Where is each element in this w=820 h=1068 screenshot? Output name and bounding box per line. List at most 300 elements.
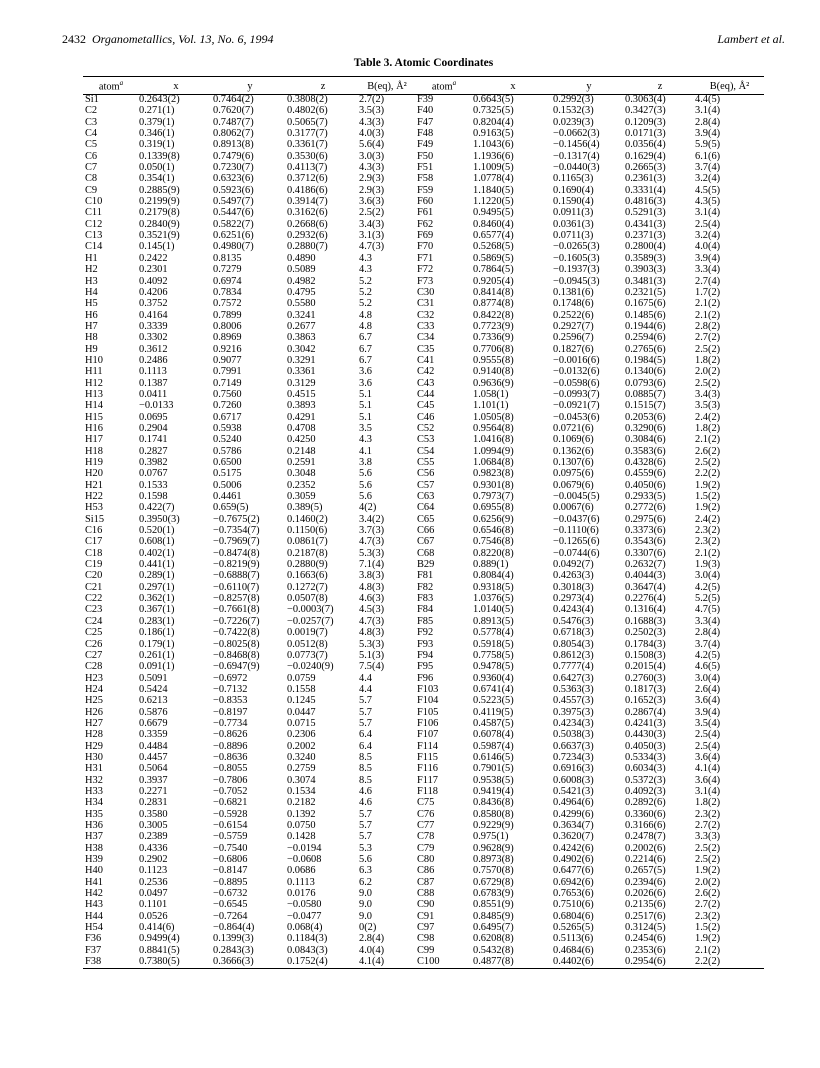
value-cell: 5.3(3)	[359, 547, 385, 559]
value-cell: 0.6637(3)	[553, 740, 594, 752]
value-cell: 0.5876	[139, 706, 168, 718]
value-cell: 0.2371(3)	[625, 230, 666, 242]
value-cell: 0(2)	[359, 922, 377, 934]
value-cell: 0.3903(3)	[625, 264, 666, 276]
value-cell: 0.5869(5)	[473, 252, 514, 264]
value-cell: 7.5(4)	[359, 661, 385, 673]
atom-cell: H25	[85, 695, 103, 707]
atom-cell: F48	[417, 128, 434, 140]
value-cell: 3.1(4)	[695, 785, 721, 797]
value-cell: 0.1362(6)	[553, 445, 594, 457]
value-cell: 0.8969	[213, 332, 242, 344]
table-row	[83, 729, 764, 740]
table-row	[83, 661, 764, 672]
atom-cell: H20	[85, 468, 103, 480]
value-cell: 2.3(2)	[695, 536, 721, 548]
value-cell: 0.6208(8)	[473, 933, 514, 945]
value-cell: 0.1245	[287, 695, 316, 707]
value-cell: 9.0	[359, 910, 372, 922]
value-cell: 0.7260	[213, 400, 242, 412]
value-cell: 5.6	[359, 479, 372, 491]
atom-cell: F92	[417, 627, 434, 639]
value-cell: 0.6495(7)	[473, 922, 514, 934]
value-cell: 4.8	[359, 320, 372, 332]
value-cell: 5.7	[359, 695, 372, 707]
value-cell: 0.3373(6)	[625, 525, 666, 537]
value-cell: −0.0045(5)	[553, 491, 600, 503]
value-cell: 1.9(2)	[695, 865, 721, 877]
value-cell: 2.1(2)	[695, 309, 721, 321]
value-cell: 6.4	[359, 740, 372, 752]
atom-cell: C26	[85, 638, 103, 650]
value-cell: 0.2135(6)	[625, 899, 666, 911]
table-row	[83, 162, 764, 173]
value-cell: 0.1598	[139, 491, 168, 503]
value-cell: 0.0861(7)	[287, 536, 328, 548]
value-cell: 0.2522(6)	[553, 309, 594, 321]
value-cell: 0.2502(3)	[625, 627, 666, 639]
value-cell: 6.1(6)	[695, 150, 721, 162]
atom-cell: H12	[85, 377, 103, 389]
value-cell: 6.2	[359, 876, 372, 888]
atom-cell: C97	[417, 922, 435, 934]
value-cell: 0.5580	[287, 298, 316, 310]
value-cell: 0.5038(3)	[553, 729, 594, 741]
value-cell: 1.8(2)	[695, 797, 721, 809]
table-row	[83, 276, 764, 287]
value-cell: 4.3(3)	[359, 162, 385, 174]
table-row	[83, 151, 764, 162]
atom-cell: F105	[417, 706, 439, 718]
value-cell: 0.2867(4)	[625, 706, 666, 718]
value-cell: 0.8973(8)	[473, 854, 514, 866]
value-cell: 0.9478(5)	[473, 661, 514, 673]
value-cell: 0.2306	[287, 729, 316, 741]
atom-cell: C41	[417, 354, 435, 366]
table-row	[83, 128, 764, 139]
table-row	[83, 446, 764, 457]
value-cell: 0.7510(6)	[553, 899, 594, 911]
atom-cell: F84	[417, 604, 434, 616]
value-cell: 3.9(4)	[695, 128, 721, 140]
value-cell: −0.7734	[213, 717, 248, 729]
value-cell: 1.5(2)	[695, 491, 721, 503]
value-cell: −0.0598(6)	[553, 377, 600, 389]
value-cell: 0.7230(7)	[213, 162, 254, 174]
value-cell: 5.2	[359, 275, 372, 287]
value-cell: −0.8257(8)	[213, 593, 260, 605]
value-cell: 1.8(2)	[695, 422, 721, 434]
atom-cell: F104	[417, 695, 439, 707]
value-cell: 0.9538(5)	[473, 774, 514, 786]
col-header-beq: B(eq), Å²	[367, 80, 407, 92]
atom-cell: C35	[417, 343, 435, 355]
value-cell: 3.5(3)	[359, 105, 385, 117]
value-cell: 6.4	[359, 729, 372, 741]
atom-cell: H7	[85, 320, 98, 332]
table-row	[83, 888, 764, 899]
value-cell: 0.1340(6)	[625, 366, 666, 378]
value-cell: −0.864(4)	[213, 922, 255, 934]
value-cell: 2.7(2)	[695, 332, 721, 344]
value-cell: 3.7(3)	[359, 525, 385, 537]
value-cell: 0.1113	[139, 366, 167, 378]
value-cell: 0.1784(3)	[625, 638, 666, 650]
value-cell: 0.8135	[213, 252, 242, 264]
value-cell: 0.6916(3)	[553, 763, 594, 775]
table-row	[83, 650, 764, 661]
value-cell: 0.6213	[139, 695, 168, 707]
table-row	[83, 956, 764, 967]
atom-cell: H23	[85, 672, 103, 684]
atom-cell: F58	[417, 173, 434, 185]
value-cell: 0.5938	[213, 422, 242, 434]
value-cell: 1.0505(8)	[473, 411, 514, 423]
atom-cell: C13	[85, 230, 103, 242]
value-cell: 1.0994(9)	[473, 445, 514, 457]
value-cell: 0.9823(8)	[473, 468, 514, 480]
value-cell: 0.4092(3)	[625, 785, 666, 797]
value-cell: −0.0240(9)	[287, 661, 334, 673]
value-cell: 0.3937	[139, 774, 168, 786]
value-cell: 0.4113(7)	[287, 162, 328, 174]
atom-cell: C2	[85, 105, 98, 117]
atom-cell: C63	[417, 491, 435, 503]
value-cell: −0.6545	[213, 899, 248, 911]
value-cell: 0.7758(5)	[473, 649, 514, 661]
value-cell: 1.9(2)	[695, 502, 721, 514]
value-cell: 0.4890	[287, 252, 316, 264]
value-cell: 0.7991	[213, 366, 242, 378]
value-cell: 0.4263(3)	[553, 570, 594, 582]
value-cell: 0.7777(4)	[553, 661, 594, 673]
value-cell: 0.414(6)	[139, 922, 175, 934]
value-cell: −0.7226(7)	[213, 615, 260, 627]
value-cell: 0.1387	[139, 377, 168, 389]
table-row	[83, 752, 764, 763]
value-cell: 2.6(2)	[695, 445, 721, 457]
value-cell: 0.354(1)	[139, 173, 175, 185]
value-cell: 0.8220(8)	[473, 547, 514, 559]
atom-cell: C65	[417, 513, 435, 525]
value-cell: 0.3360(6)	[625, 808, 666, 820]
value-cell: 0.0171(3)	[625, 128, 666, 140]
value-cell: 3.6(4)	[695, 774, 721, 786]
value-cell: 0.3302	[139, 332, 168, 344]
value-cell: 0.0361(3)	[553, 218, 594, 230]
value-cell: 0.6251(6)	[213, 230, 254, 242]
atom-cell: F107	[417, 729, 439, 741]
value-cell: 0.4684(6)	[553, 944, 594, 956]
value-cell: 0.4328(6)	[625, 457, 666, 468]
value-cell: 0.3583(6)	[625, 445, 666, 457]
value-cell: 0.6256(9)	[473, 513, 514, 525]
table-row	[83, 241, 764, 252]
value-cell: 0.0711(3)	[553, 230, 594, 242]
value-cell: 2.5(2)	[695, 854, 721, 866]
value-cell: 6.7	[359, 354, 372, 366]
value-cell: −0.1110(6)	[553, 525, 599, 537]
atom-cell: F103	[417, 683, 439, 695]
atom-cell: C31	[417, 298, 435, 310]
value-cell: 2.7(2)	[359, 94, 385, 105]
value-cell: 0.0911(3)	[553, 207, 594, 219]
atom-cell: F106	[417, 717, 439, 729]
value-cell: 0.2015(4)	[625, 661, 666, 673]
value-cell: 0.9140(8)	[473, 366, 514, 378]
table-row	[83, 355, 764, 366]
table-row	[83, 468, 764, 479]
value-cell: 0.2760(3)	[625, 672, 666, 684]
value-cell: 0.659(5)	[213, 502, 249, 514]
value-cell: 0.8485(9)	[473, 910, 514, 922]
value-cell: 0.4559(6)	[625, 468, 666, 480]
value-cell: 0.2800(4)	[625, 241, 666, 253]
value-cell: 0.5089	[287, 264, 316, 276]
value-cell: 0.1113	[287, 876, 315, 888]
value-cell: 0.3752	[139, 298, 168, 310]
value-cell: 4.3	[359, 434, 372, 446]
value-cell: 0.3331(4)	[625, 184, 666, 196]
value-cell: −0.0016(6)	[553, 354, 600, 366]
value-cell: 0.0843(3)	[287, 944, 328, 956]
table-row	[83, 877, 764, 888]
value-cell: 0.4430(3)	[625, 729, 666, 741]
value-cell: 0.3084(6)	[625, 434, 666, 446]
atom-cell: H33	[85, 785, 103, 797]
atom-cell: H44	[85, 910, 103, 922]
value-cell: 0.3808(2)	[287, 94, 328, 105]
value-cell: 1.0778(4)	[473, 173, 514, 185]
table-row	[83, 831, 764, 842]
atom-cell: C19	[85, 559, 103, 571]
table-row	[83, 548, 764, 559]
col-header-x-2: x	[510, 80, 516, 92]
value-cell: 3.4(2)	[359, 513, 385, 525]
table-row	[83, 604, 764, 615]
value-cell: 0.3975(3)	[553, 706, 594, 718]
value-cell: 0.3647(4)	[625, 581, 666, 593]
value-cell: −0.6821	[213, 797, 248, 809]
atom-cell: F40	[417, 105, 434, 117]
value-cell: 0.520(1)	[139, 525, 175, 537]
col-header-y: y	[247, 80, 253, 92]
atom-cell: H31	[85, 763, 103, 775]
value-cell: 0.1984(5)	[625, 354, 666, 366]
atom-cell: C44	[417, 388, 435, 400]
value-cell: 0.3241	[287, 309, 316, 321]
table-row	[83, 673, 764, 684]
value-cell: 0.9499(4)	[139, 933, 180, 945]
value-cell: 0.2665(3)	[625, 162, 666, 174]
value-cell: 0.7487(7)	[213, 116, 254, 128]
value-cell: 0.1184(3)	[287, 933, 328, 945]
value-cell: −0.1937(3)	[553, 264, 600, 276]
col-header-z: z	[320, 80, 326, 92]
value-cell: 0.2843(3)	[213, 944, 254, 956]
value-cell: −0.0194	[287, 842, 322, 854]
value-cell: 3.9(4)	[695, 706, 721, 718]
value-cell: 0.2002(6)	[625, 842, 666, 854]
value-cell: 3.4(3)	[695, 388, 721, 400]
value-cell: 0.050(1)	[139, 162, 175, 174]
value-cell: 0.9205(4)	[473, 275, 514, 287]
value-cell: 0.5778(4)	[473, 627, 514, 639]
value-cell: 0.6034(3)	[625, 763, 666, 775]
value-cell: 0.2301	[139, 264, 168, 276]
value-cell: 3.0(4)	[695, 672, 721, 684]
value-cell: 3.6(3)	[359, 196, 385, 208]
value-cell: 3.5	[359, 422, 372, 434]
table-row	[83, 412, 764, 423]
value-cell: 3.6(4)	[695, 695, 721, 707]
table-row	[83, 230, 764, 241]
atom-cell: C90	[417, 899, 435, 911]
value-cell: −0.0440(3)	[553, 162, 600, 174]
value-cell: 0.3074	[287, 774, 316, 786]
value-cell: 0.4044(3)	[625, 570, 666, 582]
value-cell: 0.9628(9)	[473, 842, 514, 854]
atom-cell: C18	[85, 547, 103, 559]
value-cell: 0.1209(3)	[625, 116, 666, 128]
atomic-coordinates-table	[83, 78, 764, 967]
table-row	[83, 253, 764, 264]
value-cell: 1.1936(6)	[473, 150, 514, 162]
atom-cell: C3	[85, 116, 98, 128]
value-cell: 0.7899	[213, 309, 242, 321]
atom-cell: F83	[417, 593, 434, 605]
value-cell: 0.2932(6)	[287, 230, 328, 242]
table-body	[83, 94, 764, 967]
atom-cell: H9	[85, 343, 98, 355]
value-cell: −0.0257(7)	[287, 615, 334, 627]
value-cell: 0.4964(6)	[553, 797, 594, 809]
value-cell: 0.1485(6)	[625, 309, 666, 321]
value-cell: 0.4902(6)	[553, 854, 594, 866]
value-cell: 0.3361	[287, 366, 316, 378]
atom-cell: C67	[417, 536, 435, 548]
value-cell: 0.4402(6)	[553, 956, 594, 968]
value-cell: 0.4164	[139, 309, 168, 321]
value-cell: 0.0512(8)	[287, 638, 328, 650]
value-cell: −0.6947(9)	[213, 661, 260, 673]
value-cell: 0.2361(3)	[625, 173, 666, 185]
atom-cell: C79	[417, 842, 435, 854]
value-cell: 0.091(1)	[139, 661, 175, 673]
value-cell: 0.0447	[287, 706, 316, 718]
value-cell: 0.4299(6)	[553, 808, 594, 820]
value-cell: 0.3481(3)	[625, 275, 666, 287]
value-cell: 2.8(4)	[359, 933, 385, 945]
value-cell: 1.7(2)	[695, 286, 721, 298]
value-cell: 0.1123	[139, 865, 168, 877]
value-cell: 0.5334(3)	[625, 751, 666, 763]
value-cell: 0.8414(8)	[473, 286, 514, 298]
value-cell: 2.1(2)	[695, 944, 721, 956]
value-cell: 0.068(4)	[287, 922, 323, 934]
value-cell: 3.8	[359, 457, 372, 468]
table-row	[83, 207, 764, 218]
table-row	[83, 570, 764, 581]
atom-cell: H30	[85, 751, 103, 763]
value-cell: −0.7969(7)	[213, 536, 260, 548]
atom-cell: Si15	[85, 513, 105, 525]
value-cell: 0.2927(7)	[553, 320, 594, 332]
value-cell: 0.3666(3)	[213, 956, 254, 968]
value-cell: 4.4	[359, 672, 372, 684]
table-row	[83, 775, 764, 786]
value-cell: 0.9301(8)	[473, 479, 514, 491]
atom-cell: H34	[85, 797, 103, 809]
table-row	[83, 378, 764, 389]
atom-cell: F47	[417, 116, 434, 128]
value-cell: 2.8(4)	[695, 116, 721, 128]
value-cell: 0.3543(6)	[625, 536, 666, 548]
value-cell: 3.9(4)	[695, 252, 721, 264]
value-cell: 0.7325(5)	[473, 105, 514, 117]
table-title: Table 3. Atomic Coordinates	[353, 57, 494, 69]
atom-cell: C43	[417, 377, 435, 389]
value-cell: −0.7806	[213, 774, 248, 786]
value-cell: 4.0(3)	[359, 128, 385, 140]
atom-cell: H2	[85, 264, 98, 276]
value-cell: 2.2(2)	[695, 956, 721, 968]
value-cell: 0.5065(7)	[287, 116, 328, 128]
value-cell: −0.8636	[213, 751, 248, 763]
atom-cell: H40	[85, 865, 103, 877]
value-cell: 0.9555(8)	[473, 354, 514, 366]
value-cell: 0.2677	[287, 320, 316, 332]
value-cell: 0.6729(8)	[473, 876, 514, 888]
table-row	[83, 741, 764, 752]
table-row	[83, 536, 764, 547]
value-cell: 1.9(3)	[695, 559, 721, 571]
value-cell: 0.4980(7)	[213, 241, 254, 253]
value-cell: 4.1	[359, 445, 372, 457]
value-cell: 0.367(1)	[139, 604, 175, 616]
value-cell: 0.7572	[213, 298, 242, 310]
value-cell: 3.7(4)	[695, 162, 721, 174]
value-cell: 1.1043(6)	[473, 139, 514, 151]
value-cell: −0.7422(8)	[213, 627, 260, 639]
atom-cell: F71	[417, 252, 434, 264]
value-cell: 0.3162(6)	[287, 207, 328, 219]
atom-cell: C98	[417, 933, 435, 945]
value-cell: 0.6718(3)	[553, 627, 594, 639]
table-row	[83, 865, 764, 876]
value-cell: 0.6477(6)	[553, 865, 594, 877]
value-cell: 4(2)	[359, 502, 377, 514]
value-cell: 2.0(2)	[695, 366, 721, 378]
atom-cell: C78	[417, 831, 435, 843]
col-header-beq-2: B(eq), Å²	[709, 80, 750, 92]
value-cell: −0.0265(3)	[553, 241, 600, 253]
value-cell: 4.0(4)	[695, 241, 721, 253]
value-cell: 0.0507(8)	[287, 593, 328, 605]
value-cell: 0.8551(9)	[473, 899, 514, 911]
atom-cell: F117	[417, 774, 438, 786]
atom-cell: H6	[85, 309, 98, 321]
atom-cell: C80	[417, 854, 435, 866]
table-row	[83, 684, 764, 695]
atom-cell: H29	[85, 740, 103, 752]
atom-cell: C57	[417, 479, 435, 491]
atom-cell: H43	[85, 899, 103, 911]
value-cell: 0.2840(9)	[139, 218, 180, 230]
value-cell: 0.0176	[287, 888, 316, 900]
value-cell: 0.1688(3)	[625, 615, 666, 627]
value-cell: 0.2182	[287, 797, 316, 809]
